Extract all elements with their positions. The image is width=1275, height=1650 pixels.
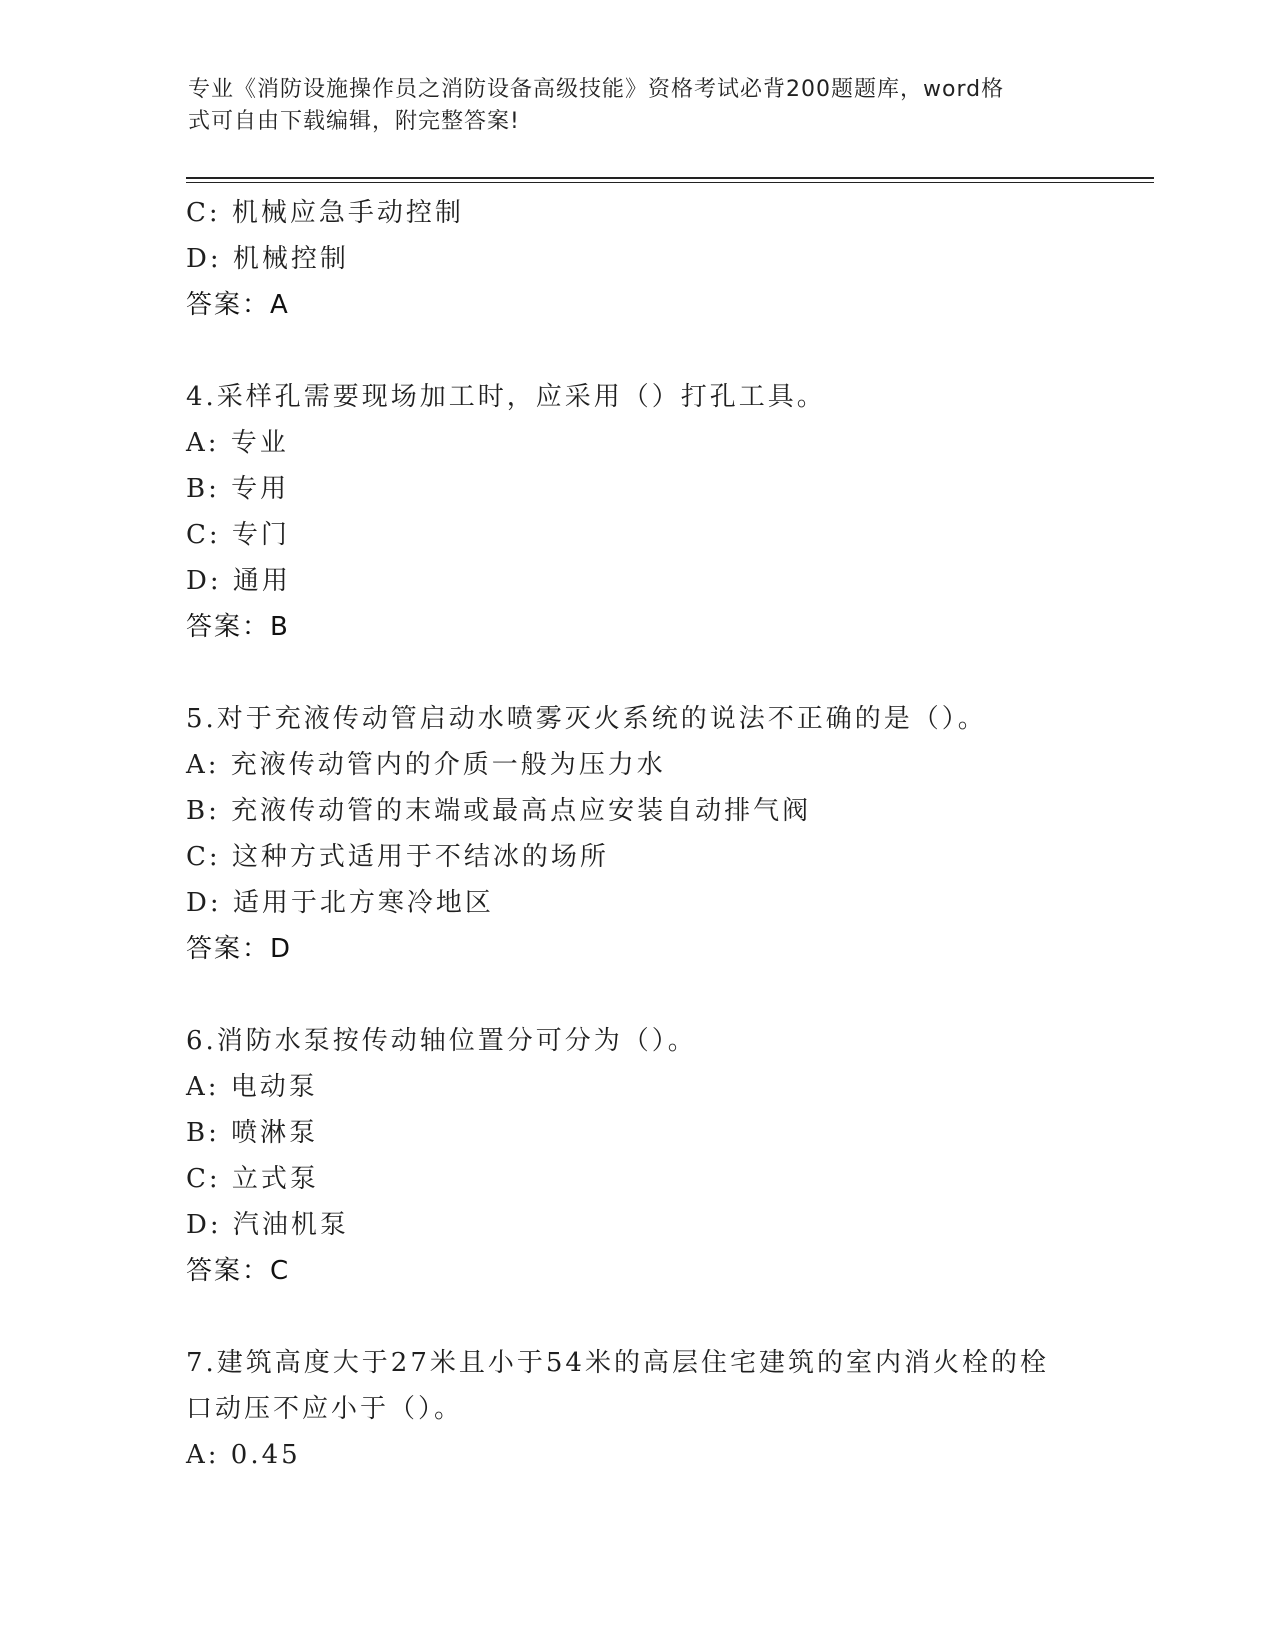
- header-title-line-2: 式可自由下载编辑，附完整答案!: [188, 109, 520, 134]
- option-d: D: 通用: [186, 566, 291, 596]
- option-b: B: 专用: [186, 474, 290, 504]
- answer-line: 答案：C: [186, 1256, 291, 1286]
- option-a: A: 电动泵: [186, 1072, 318, 1102]
- option-a: A: 充液传动管内的介质一般为压力水: [186, 750, 666, 780]
- question-5: [186, 696, 1086, 972]
- answer-line: 答案：A: [186, 290, 290, 320]
- option-d: D: 汽油机泵: [186, 1210, 349, 1240]
- question-6: [186, 1018, 1086, 1294]
- spacer: [186, 650, 1086, 696]
- question-4: [186, 374, 1086, 650]
- question-text-line-1: 7.建筑高度大于27米且小于54米的高层住宅建筑的室内消火栓的栓: [186, 1348, 1049, 1378]
- question-3-continued: [186, 190, 1086, 328]
- option-d: D: 适用于北方寒冷地区: [186, 888, 494, 918]
- option-c: C: 机械应急手动控制: [186, 198, 464, 228]
- question-text: 4.采样孔需要现场加工时，应采用（）打孔工具。: [186, 382, 826, 412]
- answer-line: 答案：D: [186, 934, 293, 964]
- question-7: [186, 1340, 1086, 1478]
- spacer: [186, 972, 1086, 1018]
- answer-line: 答案：B: [186, 612, 290, 642]
- spacer: [186, 328, 1086, 374]
- option-a: A: 专业: [186, 428, 289, 458]
- option-d: D: 机械控制: [186, 244, 349, 274]
- option-b: B: 喷淋泵: [186, 1118, 319, 1148]
- document-header: [188, 74, 1068, 138]
- option-c: C: 这种方式适用于不结冰的场所: [186, 842, 609, 872]
- header-divider-thick: [186, 177, 1154, 179]
- question-text-line-2: 口动压不应小于（）。: [186, 1394, 464, 1424]
- option-b: B: 充液传动管的末端或最高点应安装自动排气阀: [186, 796, 812, 826]
- header-title-line-1: 专业《消防设施操作员之消防设备高级技能》资格考试必背200题题库，word格: [188, 77, 1005, 102]
- header-divider-thin: [186, 182, 1154, 183]
- spacer: [186, 1294, 1086, 1340]
- option-c: C: 立式泵: [186, 1164, 319, 1194]
- question-list: [186, 190, 1086, 1478]
- option-c: C: 专门: [186, 520, 290, 550]
- option-a: A: 0.45: [186, 1440, 301, 1470]
- question-text: 6.消防水泵按传动轴位置分可分为（）。: [186, 1026, 697, 1056]
- question-text: 5.对于充液传动管启动水喷雾灭火系统的说法不正确的是（）。: [186, 704, 987, 734]
